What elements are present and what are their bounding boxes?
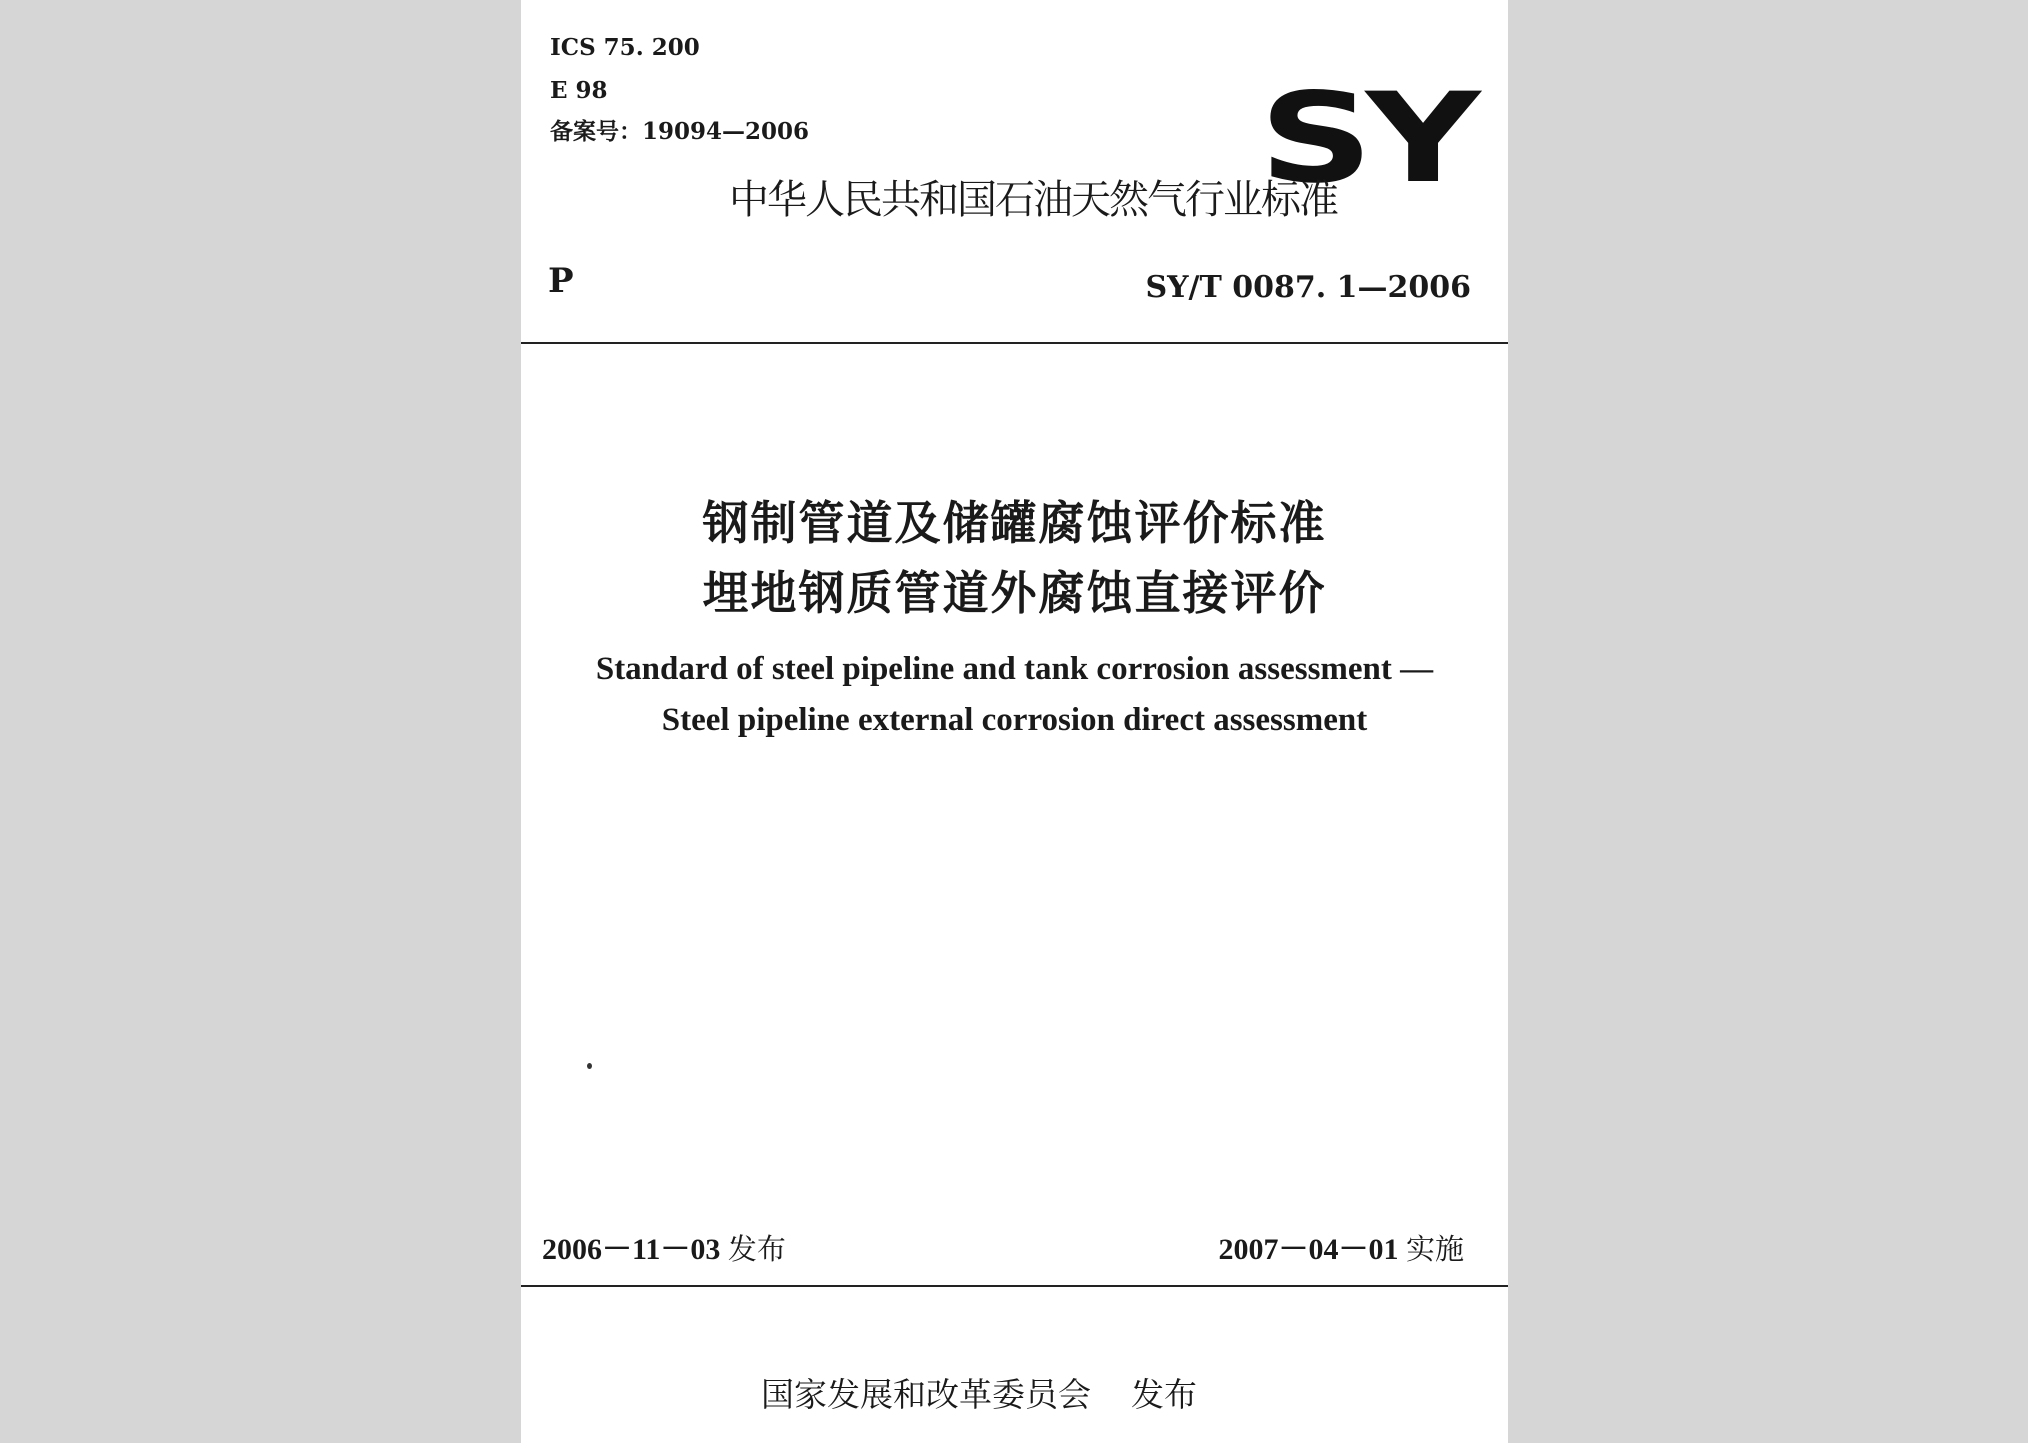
issue-date: 2006－11－03 bbox=[542, 1233, 721, 1266]
header-divider bbox=[521, 342, 1508, 344]
standard-number: SY/T 0087. 1—2006 bbox=[1145, 270, 1471, 305]
record-number: 备案号：19094—2006 bbox=[550, 118, 810, 145]
implement-label: 实施 bbox=[1405, 1232, 1464, 1266]
industry-standard-title: 中华人民共和国石油天然气行业标准 bbox=[729, 177, 1337, 223]
implement-date-block bbox=[1218, 1232, 1464, 1266]
footer-divider bbox=[521, 1285, 1508, 1287]
sy-logo: SY bbox=[1259, 67, 1473, 211]
title-cn-line1: 钢制管道及储罐腐蚀评价标准 bbox=[702, 496, 1327, 550]
issue-date-block bbox=[542, 1232, 786, 1266]
title-en-line1: Standard of steel pipeline and tank corrosion assessment — bbox=[595, 651, 1434, 687]
title-cn-line2: 埋地钢质管道外腐蚀直接评价 bbox=[702, 566, 1327, 620]
publisher-block bbox=[761, 1375, 1197, 1414]
publisher-name: 国家发展和改革委员会 bbox=[761, 1375, 1091, 1414]
issue-label: 发布 bbox=[727, 1232, 786, 1266]
document-page bbox=[521, 0, 1508, 1443]
publish-label: 发布 bbox=[1131, 1375, 1197, 1414]
ics-code: ICS 75. 200 bbox=[550, 34, 700, 61]
scan-speck bbox=[587, 1063, 592, 1069]
classification-code: P bbox=[548, 261, 574, 301]
category-code: E 98 bbox=[550, 77, 608, 104]
title-en-line2: Steel pipeline external corrosion direct assessment bbox=[661, 702, 1368, 738]
implement-date: 2007－04－01 bbox=[1218, 1233, 1399, 1266]
